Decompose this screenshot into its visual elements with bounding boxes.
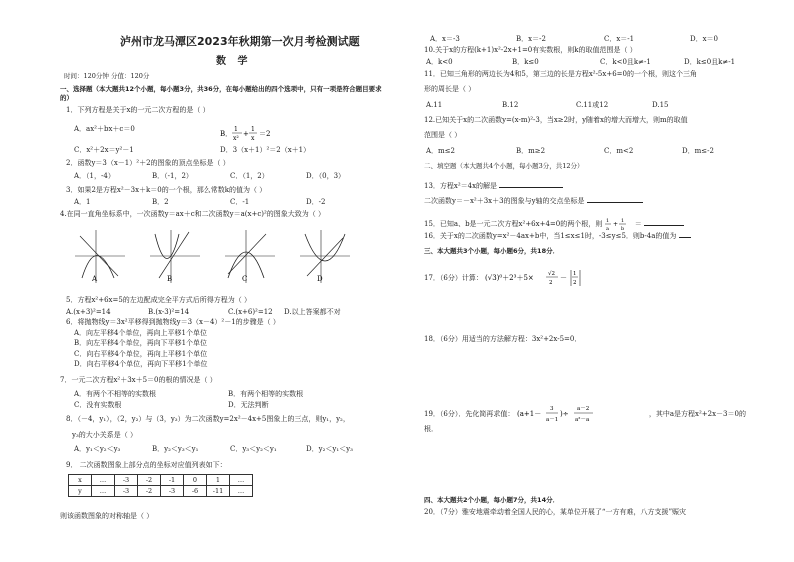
question-10: 10.关于x的方程(k+1)x²-2x+1=0有实数根，则k的取值范围是（ ） <box>424 46 637 54</box>
subject-title: 数 学 <box>216 56 252 67</box>
question-15 <box>424 217 684 231</box>
q11-option-b: B.12 <box>502 101 519 109</box>
question-16 <box>424 232 691 241</box>
question-5: 5．方程x²+6x=5的左边配成完全平方式后所得方程为（ ） <box>66 296 252 304</box>
question-19-tail: ，其中a是方程x²+2x－3＝0的 <box>648 410 746 418</box>
table-cell: … <box>230 475 253 486</box>
q11-option-a: A.11 <box>426 101 443 109</box>
answer-blank <box>644 225 684 226</box>
question-12: 12.已知关于x的二次函数y=(x-m)²-3，当x≥2时，y随着x的增大而增大，则m的取值 <box>424 116 688 124</box>
question-17-text: 17．（6分）计算： <box>424 274 483 282</box>
q12-option-c: C．m<2 <box>604 147 634 155</box>
q9-option-a: A．x＝-3 <box>430 35 460 43</box>
q6-option-b: B．向左平移4个单位，再向下平移1个单位 <box>74 339 208 347</box>
question-8-line-2: y₃的大小关系是（ ） <box>72 431 137 439</box>
table-cell: -2 <box>138 486 161 497</box>
svg-text:1: 1 <box>621 218 625 224</box>
question-19-line-2: 根． <box>424 425 438 433</box>
q1-option-c: C．x²＋2x＝y²－1 <box>74 146 134 154</box>
q2-option-b: B．（-1，2） <box>152 172 193 180</box>
svg-text:1: 1 <box>606 218 610 224</box>
question-3: 3．如果2是方程x²－3x＋k＝0的一个根，那么常数k的值为（ ） <box>66 186 267 194</box>
svg-text:a: a <box>606 226 610 231</box>
table-cell: 0 <box>184 475 207 486</box>
q5-option-b: B.(x-3)²=14 <box>148 308 190 316</box>
question-18: 18．（6分）用适当的方法解方程：3x²+2x-5=0． <box>424 335 582 343</box>
q4-label-c: C <box>242 275 248 283</box>
question-12-line-2: 范围是（ ） <box>424 131 462 139</box>
question-16-text: 16．关于x的二次函数y=x²－4ax+b中，当1≤x≤1时，-3≤y≤5．则b-4a的值为 <box>424 232 677 240</box>
svg-text:1: 1 <box>573 271 577 277</box>
section-4-heading: 四、本大题共2个小题，每小题7分，共14分． <box>424 496 560 504</box>
table-cell: 1 <box>207 475 230 486</box>
question-9: 9． 二次函数图象上部分点的坐标对应值列表如下： <box>66 461 227 469</box>
q8-option-c: C．y₃＜y₂＜y₁ <box>230 445 277 453</box>
question-19 <box>424 403 746 425</box>
q7-option-c: C．没有实数根 <box>74 401 122 409</box>
q11-option-c: C.11或12 <box>576 101 609 109</box>
question-17 <box>424 268 595 288</box>
svg-text:a－2: a－2 <box>576 406 589 412</box>
svg-text:x²: x² <box>233 135 239 142</box>
question-1: 1．下列方程是关于x的一元二次方程的是（ ） <box>66 106 210 114</box>
svg-text:2: 2 <box>549 280 553 286</box>
q7-option-a: A．有两个不相等的实数根 <box>74 390 157 398</box>
table-cell: -3 <box>115 486 138 497</box>
svg-text:1: 1 <box>251 126 255 133</box>
table-row <box>69 475 253 486</box>
svg-text:3: 3 <box>549 406 554 412</box>
question-9-end: 则该函数图象的对称轴是（ ） <box>60 512 154 520</box>
question-2: 2．函数y＝3（x－1）²＋2的图象的顶点坐标是（ ） <box>66 159 230 167</box>
question-20: 20．（7分）雅安地震牵动着全国人民的心，某单位开展了“一方有难，八方支援”赈灾 <box>424 508 687 516</box>
exam-meta: 时间：120分钟 分值：120分 <box>64 72 150 80</box>
table-cell: -2 <box>138 475 161 486</box>
svg-text:－: － <box>560 274 568 282</box>
q19-expression <box>517 403 647 425</box>
q3-option-c: C．-1 <box>230 198 250 206</box>
q4-label-a: A <box>92 275 98 283</box>
exam-title: 泸州市龙马潭区2023年秋期第一次月考检测试题 <box>120 35 360 48</box>
q7-option-b: B．有两个相等的实数根 <box>228 390 304 398</box>
question-11: 11．已知三角形的两边长为4和5，第三边的长是方程x²-5x+6=0的一个根，则这个三角 <box>424 70 697 78</box>
svg-text:(a+1－: (a+1－ <box>516 410 541 418</box>
q4-graph-a <box>75 230 125 283</box>
q4-graphs <box>70 228 370 286</box>
svg-text:+: + <box>613 221 619 228</box>
q4-graph-d <box>300 230 350 283</box>
question-13-text: 13．方程x²＝4x的解是 <box>424 182 498 190</box>
section-3-heading: 三、本大题共3个小题，每小题6分，共18分． <box>424 247 560 255</box>
q15-fraction <box>604 217 632 231</box>
answer-blank <box>499 187 563 188</box>
table-row <box>69 486 253 497</box>
svg-text:√2: √2 <box>548 271 556 277</box>
q10-option-d: D．k≤0且k≠-1 <box>684 58 736 66</box>
q7-option-d: D．无法判断 <box>228 401 269 409</box>
question-8: 8．（－4，y₁），（2，y₂）与（3，y₃）为二次函数y=2x²－4x+5图象上的三点，则y₁，y₂， <box>66 415 350 423</box>
table-cell: -1 <box>161 475 184 486</box>
q4-label-b: B <box>167 275 173 283</box>
question-14-text: 二次函数y＝－x²＋3x＋3的图象与y轴的交点坐标是 <box>424 197 585 205</box>
table-cell: … <box>92 486 115 497</box>
q9-option-b: B．x＝-2 <box>516 35 546 43</box>
q1-option-d: D．3（x＋1）²＝2（x＋1） <box>220 146 311 154</box>
section-2-heading: 二、填空题（本大题共4个小题，每小题3分，共12分） <box>424 162 584 170</box>
q8-option-d: D．y₂＜y₁＜y₃ <box>306 445 353 453</box>
q12-option-a: A．m≤2 <box>426 147 456 155</box>
q5-option-c: C.(x+6)²=12 <box>228 308 273 316</box>
question-7: 7．一元二次方程x²＋3x＋5＝0的根的情况是（ ） <box>60 376 217 384</box>
svg-text:+: + <box>243 130 249 138</box>
q4-graph-c <box>225 230 275 283</box>
question-14 <box>424 197 643 206</box>
svg-text:b: b <box>621 226 625 231</box>
q6-option-a: A．向左平移4个单位，再向上平移1个单位 <box>74 329 207 337</box>
q3-option-d: D．-2 <box>306 198 326 206</box>
q5-option-a: A.(x+3)²=14 <box>66 308 111 316</box>
q2-option-a: A．（1，-4） <box>74 172 115 180</box>
q9-option-c: C．x＝-1 <box>604 35 635 43</box>
q8-option-a: A．y₁＜y₂＜y₃ <box>74 445 121 453</box>
q6-option-c: C．向右平移4个单位，再向上平移1个单位 <box>74 350 208 358</box>
q1-option-b-formula <box>220 125 280 147</box>
svg-text:a²－a: a²－a <box>574 417 589 423</box>
question-6: 6．将抛物线y＝3x²平移得到抛物线y＝3（x－4）²－1的步骤是（ ） <box>66 318 280 326</box>
question-19-text: 19．（6分）．先化简再求值： <box>424 410 515 418</box>
svg-text:(√3)⁰＋2³＋5×: (√3)⁰＋2³＋5× <box>485 274 534 282</box>
table-cell: -3 <box>161 486 184 497</box>
table-cell: -3 <box>115 475 138 486</box>
table-cell: -6 <box>184 486 207 497</box>
q2-option-c: C．（1，2） <box>230 172 269 180</box>
q10-option-c: C．k<0且k≠-1 <box>600 58 651 66</box>
svg-text:x: x <box>251 135 255 142</box>
question-13 <box>424 182 563 191</box>
q5-option-d: D.以上答案都不对 <box>284 308 341 316</box>
section-1-heading <box>60 85 385 103</box>
q3-option-a: A．1 <box>74 198 91 206</box>
answer-blank <box>679 237 691 238</box>
answer-blank <box>587 202 643 203</box>
q11-option-d: D.15 <box>652 101 669 109</box>
q6-option-d: D．向右平移4个单位，再向下平移1个单位 <box>74 360 208 368</box>
table-cell: … <box>92 475 115 486</box>
question-11-line-2: 形的周长是（ ） <box>424 85 476 93</box>
svg-text:2: 2 <box>573 280 577 286</box>
q3-option-b: B．2 <box>152 198 169 206</box>
q17-expression <box>485 268 595 288</box>
q10-option-b: B．k≤0 <box>512 58 539 66</box>
q1-option-a: A．ax²＋bx＋c＝0 <box>74 125 135 133</box>
q4-label-d: D <box>317 275 323 283</box>
q9-option-d: D．x＝0 <box>690 35 719 43</box>
svg-text:a－1: a－1 <box>545 417 558 423</box>
svg-text:＝2: ＝2 <box>259 130 271 138</box>
svg-text:B．: B． <box>220 130 233 138</box>
table-cell: -11 <box>207 486 230 497</box>
table-cell: x <box>69 475 92 486</box>
svg-text:)÷: )÷ <box>559 410 569 418</box>
q4-graph-b <box>150 230 200 283</box>
question-4: 4.在同一直角坐标系中，一次函数y＝ax＋c和二次函数y＝a(x+c)²的图象大致为（ ） <box>60 210 326 218</box>
q9-table <box>68 474 253 497</box>
question-15-equals: ＝ <box>634 220 642 228</box>
q12-option-d: D．m≤-2 <box>682 147 714 155</box>
table-cell: … <box>230 486 253 497</box>
section-1-text: 一、选择题（本大题共12个小题，每小题3分，共36分，在每小题给出的四个选项中，只有一项是符合题目要求的） <box>60 85 382 102</box>
table-cell: y <box>69 486 92 497</box>
question-15-text: 15．已知a、b是一元二次方程x²+6x+4=0的两个根，则 <box>424 220 603 228</box>
q8-option-b: B．y₂＜y₃＜y₁ <box>152 445 199 453</box>
q10-option-a: A．k<0 <box>426 58 453 66</box>
q12-option-b: B．m≥2 <box>516 147 546 155</box>
q2-option-d: D．（0，3） <box>306 172 346 180</box>
svg-text:1: 1 <box>234 126 238 133</box>
